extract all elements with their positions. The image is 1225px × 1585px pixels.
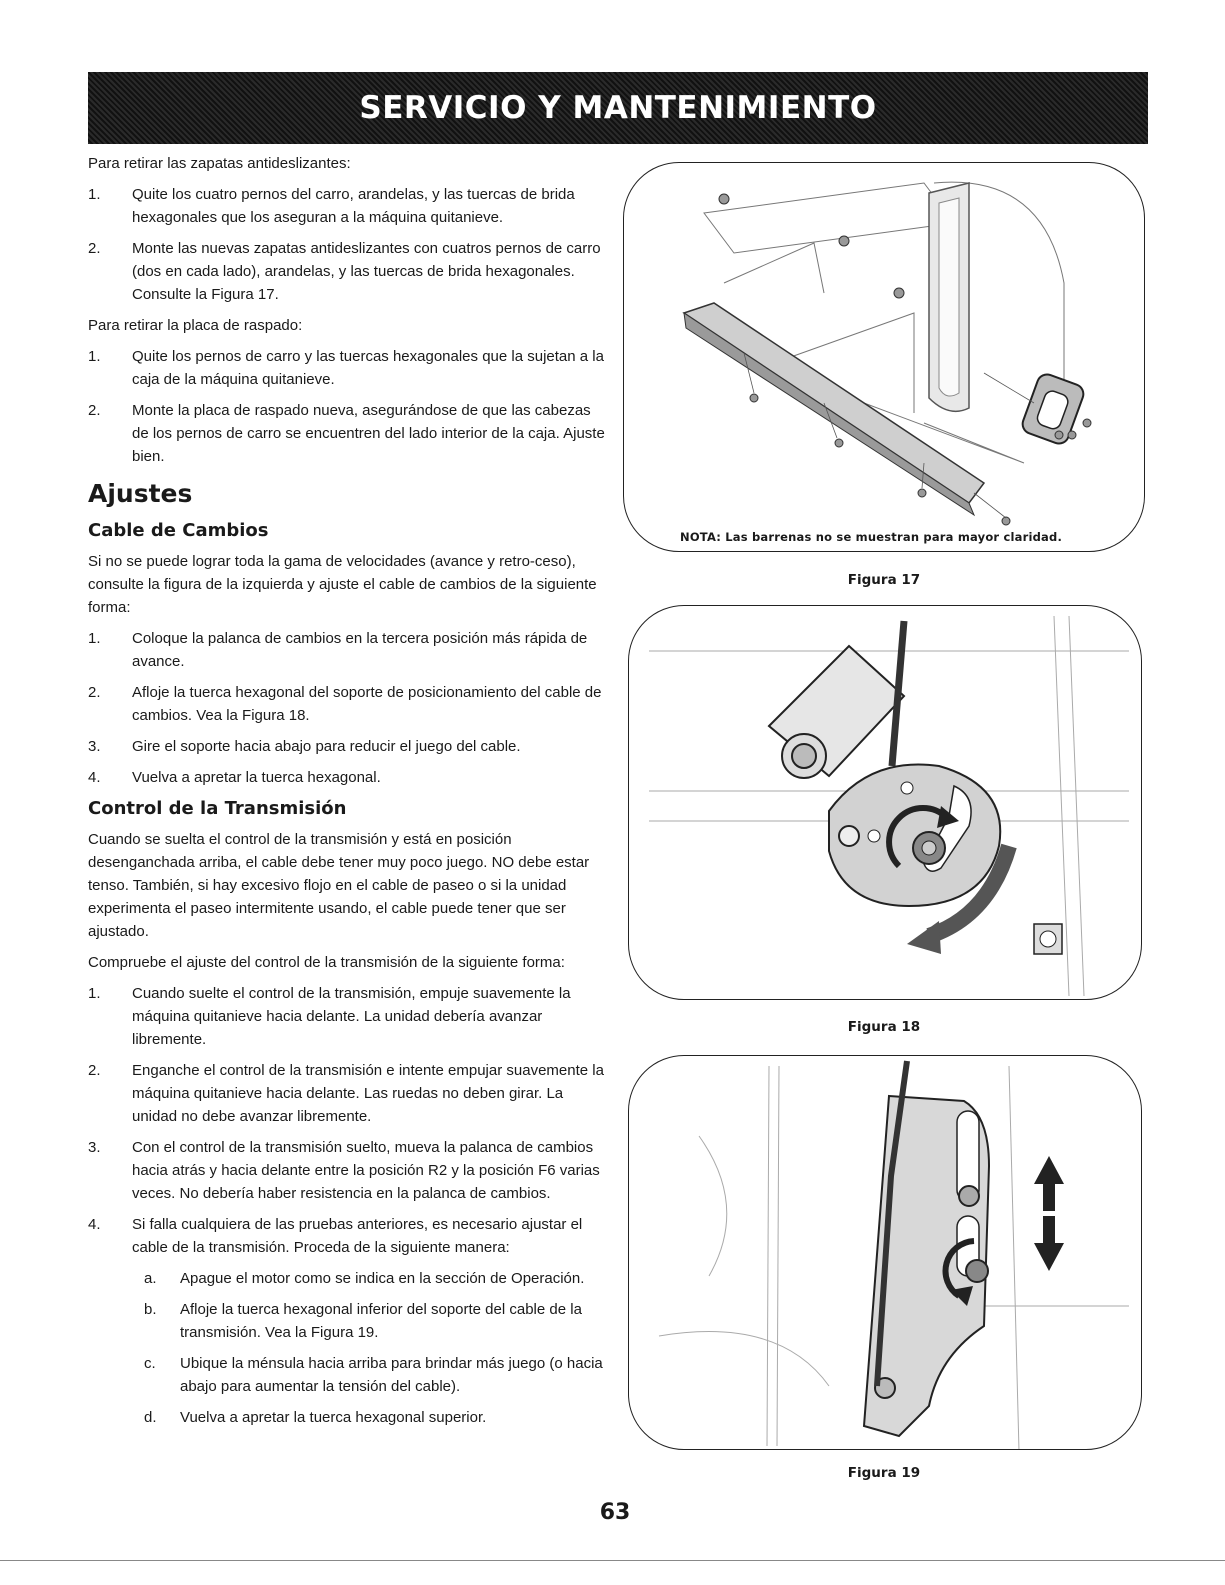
list-number: 3. — [88, 738, 101, 755]
ajustes-heading: Ajustes — [88, 479, 193, 508]
sub-list-item — [144, 1406, 608, 1429]
section-banner — [88, 72, 1148, 144]
list-number: 2. — [88, 240, 101, 257]
page-number: 63 — [599, 1500, 631, 1525]
sub-list-item — [144, 1352, 608, 1398]
list-number: 1. — [88, 186, 101, 203]
list-text: Afloje la tuerca hexagonal inferior del soporte del cable de la transmisión. Vea la Figura 19. — [180, 1301, 582, 1341]
list-text: Vuelva a apretar la tuerca hexagonal superior. — [180, 1409, 487, 1426]
list-text: Quite los cuatro pernos del carro, arandelas, y las tuercas de brida hexagonales que los aseguran a la máquina quitanieve. — [132, 186, 575, 226]
text-column — [88, 152, 608, 1437]
list-number: 4. — [88, 769, 101, 786]
zapatas-intro: Para retirar las zapatas antideslizantes: — [88, 155, 351, 172]
list-text: Ubique la ménsula hacia arriba para brindar más juego (o hacia abajo para aumentar la tensión del cable). — [180, 1355, 603, 1395]
list-item — [88, 399, 608, 468]
list-number: 2. — [88, 402, 101, 419]
figure-18 — [628, 605, 1142, 1000]
list-item — [88, 982, 608, 1051]
shift-bracket — [769, 646, 904, 778]
drive-cable-illustration — [629, 1056, 1142, 1450]
list-text: Cuando suelte el control de la transmisión, empuje suavemente la máquina quitanieve hacia delante. La unidad debería avanzar libremente. — [132, 985, 571, 1048]
cable-intro: Si no se puede lograr toda la gama de velocidades (avance y retro-ceso), consulte la figura de la izquierda y ajuste el cable de cambios de la siguiente forma: — [88, 553, 597, 616]
list-text: Enganche el control de la transmisión e intente empujar suavemente la máquina quitanieve hacia delante. Las ruedas no deben girar. La unidad no debe avanzar libremente. — [132, 1062, 604, 1125]
list-item — [88, 681, 608, 727]
placa-intro: Para retirar la placa de raspado: — [88, 317, 303, 334]
side-panel — [929, 183, 969, 411]
list-item — [88, 766, 608, 789]
sub-list-item — [144, 1298, 608, 1344]
list-item — [88, 627, 608, 673]
list-text: Monte la placa de raspado nueva, asegurándose de que las cabezas de los pernos de carro se encuentren del lado interior de la caja. Ajuste bien. — [132, 402, 605, 465]
list-letter: b. — [144, 1301, 157, 1318]
sub-list-item — [144, 1267, 608, 1290]
footer-divider — [0, 1560, 1225, 1561]
list-letter: a. — [144, 1270, 157, 1287]
list-item — [88, 1213, 608, 1259]
list-text: Coloque la palanca de cambios en la tercera posición más rápida de avance. — [132, 630, 588, 670]
figure-17-caption: Figura 17 — [847, 572, 921, 588]
cable-heading: Cable de Cambios — [88, 520, 269, 541]
list-text: Monte las nuevas zapatas antideslizantes con cuatros pernos de carro (dos en cada lado), arandelas, y las tuercas de brida hexagonales. Consulte la Figura 17. — [132, 240, 601, 303]
list-text: Gire el soporte hacia abajo para reducir el juego del cable. — [132, 738, 521, 755]
hex-nut — [1034, 924, 1062, 954]
list-number: 1. — [88, 630, 101, 647]
list-text: Quite los pernos de carro y las tuercas hexagonales que la sujetan a la caja de la máquina quitanieve. — [132, 348, 604, 388]
control-intro: Cuando se suelta el control de la transmisión y está en posición desenganchada arriba, el cable debe tener muy poco juego. NO debe estar tenso. También, si hay excesivo flojo en el cable de paseo o si la unidad experimenta el paseo intermitente usando, el cable puede tener que ser ajustado. — [88, 831, 590, 940]
up-down-arrows — [1034, 1156, 1064, 1271]
list-text: Apague el motor como se indica en la sección de Operación. — [180, 1270, 585, 1287]
list-item — [88, 735, 608, 758]
section-title: SERVICIO Y MANTENIMIENTO — [359, 90, 877, 126]
figure-19-caption: Figura 19 — [847, 1465, 921, 1481]
list-number: 3. — [88, 1139, 101, 1156]
list-text: Afloje la tuerca hexagonal del soporte de posicionamiento del cable de cambios. Vea la Figura 18. — [132, 684, 602, 724]
figure-19 — [628, 1055, 1142, 1450]
control-heading: Control de la Transmisión — [88, 798, 347, 819]
list-item — [88, 1059, 608, 1128]
positioning-plate — [829, 764, 1000, 906]
list-item — [88, 345, 608, 391]
list-text: Si falla cualquiera de las pruebas anteriores, es necesario ajustar el cable de la transmisión. Proceda de la siguiente manera: — [132, 1216, 583, 1256]
list-text: Con el control de la transmisión suelto, mueva la palanca de cambios hacia atrás y hacia delante entre la posición R2 y la posición F6 varias veces. No debería haber resistencia en la palanca de cambios. — [132, 1139, 600, 1202]
shift-cable-illustration — [629, 606, 1142, 1000]
list-item — [88, 237, 608, 306]
list-letter: c. — [144, 1355, 156, 1372]
list-text: Vuelva a apretar la tuerca hexagonal. — [132, 769, 381, 786]
list-number: 2. — [88, 1062, 101, 1079]
list-item — [88, 1136, 608, 1205]
list-number: 2. — [88, 684, 101, 701]
list-number: 1. — [88, 985, 101, 1002]
control-intro-2: Compruebe el ajuste del control de la transmisión de la siguiente forma: — [88, 954, 565, 971]
list-letter: d. — [144, 1409, 157, 1426]
list-item — [88, 183, 608, 229]
figure-17-note: NOTA: Las barrenas no se muestran para mayor claridad. — [680, 530, 1063, 544]
figure-17 — [623, 162, 1145, 552]
scraper-bar-illustration — [624, 163, 1145, 552]
figure-18-caption: Figura 18 — [847, 1019, 921, 1035]
list-number: 1. — [88, 348, 101, 365]
list-number: 4. — [88, 1216, 101, 1233]
